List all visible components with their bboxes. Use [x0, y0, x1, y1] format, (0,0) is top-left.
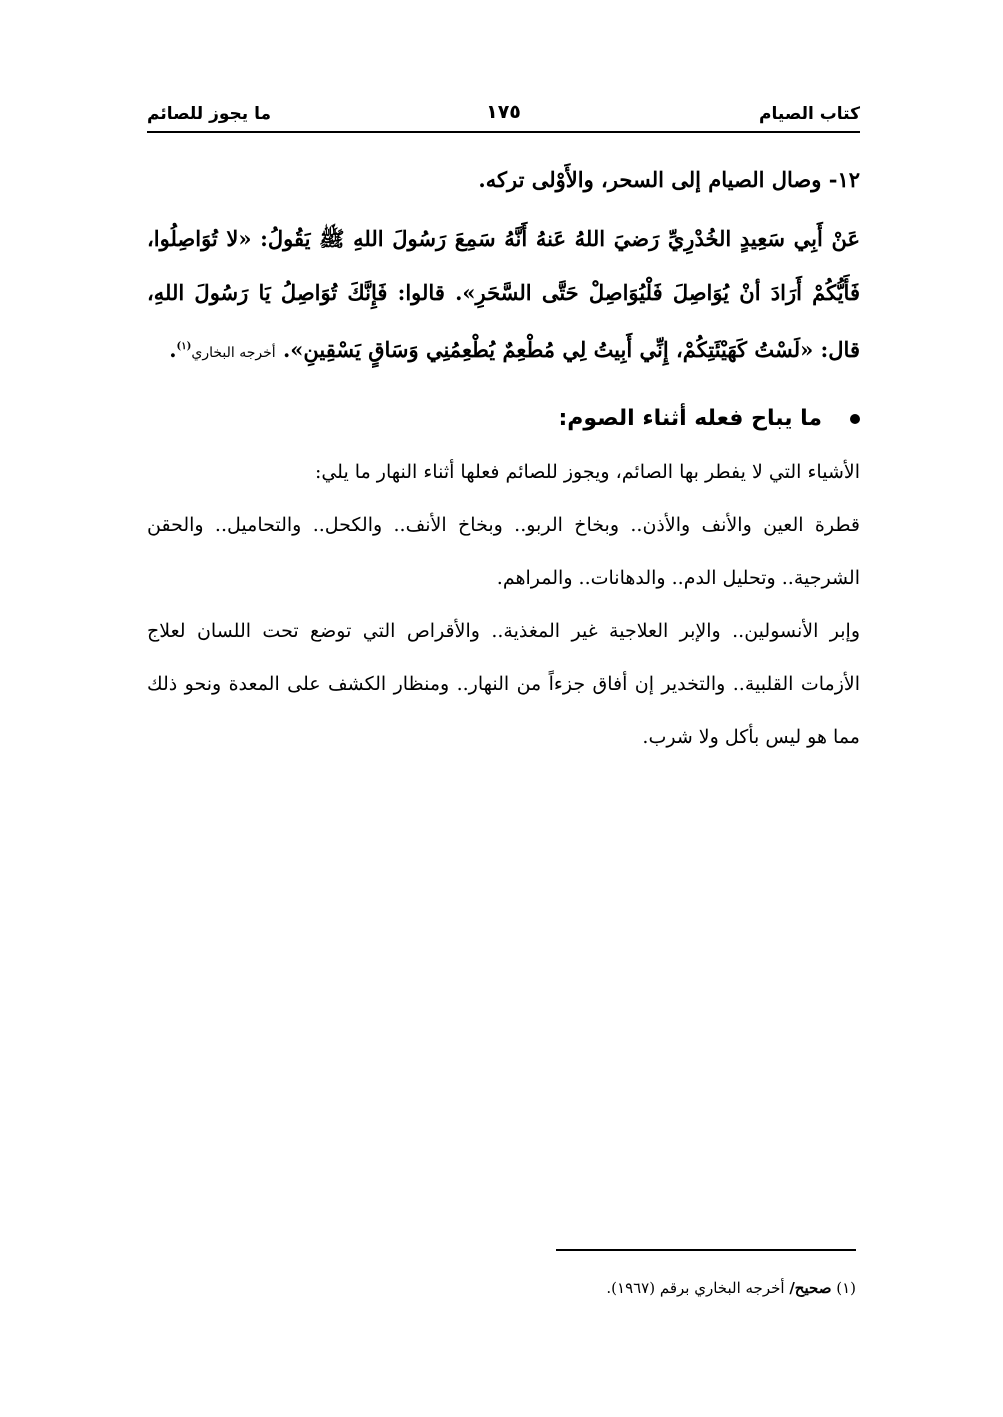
footnote-text: أخرجه البخاري برقم (١٩٦٧). [606, 1279, 785, 1297]
paragraph-intro: الأشياء التي لا يفطر بها الصائم، ويجوز للصائم فعلها أثناء النهار ما يلي: [314, 461, 860, 483]
page-body [147, 162, 860, 764]
paragraph-list-2: وإبر الأنسولين.. والإبر العلاجية غير المغذية.. والأقراص التي توضع تحت اللسان لعلاج الأزمات القلبية.. والتخدير إن أفاق جزءاً من النهار.. ومنظار الكشف على المعدة ونحو ذلك مما هو ليس بأكل ولا شرب. [147, 620, 860, 748]
bullet-icon [850, 414, 860, 424]
section-title: ما يجوز للصائم [147, 104, 271, 124]
footnote-divider [556, 1249, 856, 1251]
paragraph-list-1: قطرة العين والأنف والأذن.. وبخاخ الربو.. وبخاخ الأنف.. والكحل.. والتحاميل.. والحقن الشرجية.. وتحليل الدم.. والدهانات.. والمراهم. [147, 514, 860, 589]
footnote-marker[interactable]: (١) [176, 341, 192, 352]
section-heading [147, 392, 860, 446]
hadith-end: . [169, 337, 177, 362]
hadith-body: عَنْ أَبِي سَعِيدٍ الخُدْرِيِّ رَضيَ اللهُ عَنهُ أَنَّهُ سَمِعَ رَسُولَ اللهِ ﷺ يَقُولُ: «لا تُوَاصِلُوا، فَأَيُّكُمْ أَرَادَ أنْ يُوَاصِلَ فَلْيُوَاصِلْ حَتَّى السَّحَرِ». قالوا: فَإِنَّكَ تُوَاصِلُ يَا رَسُولَ اللهِ، قال: «لَسْتُ كَهَيْئَتِكُمْ، إِنِّي أَبِيتُ لِي مُطْعِمٌ يُطْعِمُنِي وَسَاقٍ يَسْقِينِ». [147, 226, 860, 362]
header-divider [147, 131, 860, 133]
footnote-number: (١) [836, 1279, 856, 1297]
page-number: ١٧٥ [486, 101, 521, 123]
section-heading-text: ما يباح فعله أثناء الصوم: [558, 406, 822, 431]
footnote-grade: صحيح/ [789, 1279, 832, 1297]
book-title: كتاب الصيام [759, 104, 860, 124]
page-header [147, 100, 860, 130]
hadith-text [147, 212, 860, 380]
item-heading-12: ١٢- وصال الصيام إلى السحر، والأَوْلى تركه. [478, 167, 860, 192]
footnote [143, 1276, 856, 1300]
hadith-reference: أخرجه البخاري [191, 345, 276, 361]
